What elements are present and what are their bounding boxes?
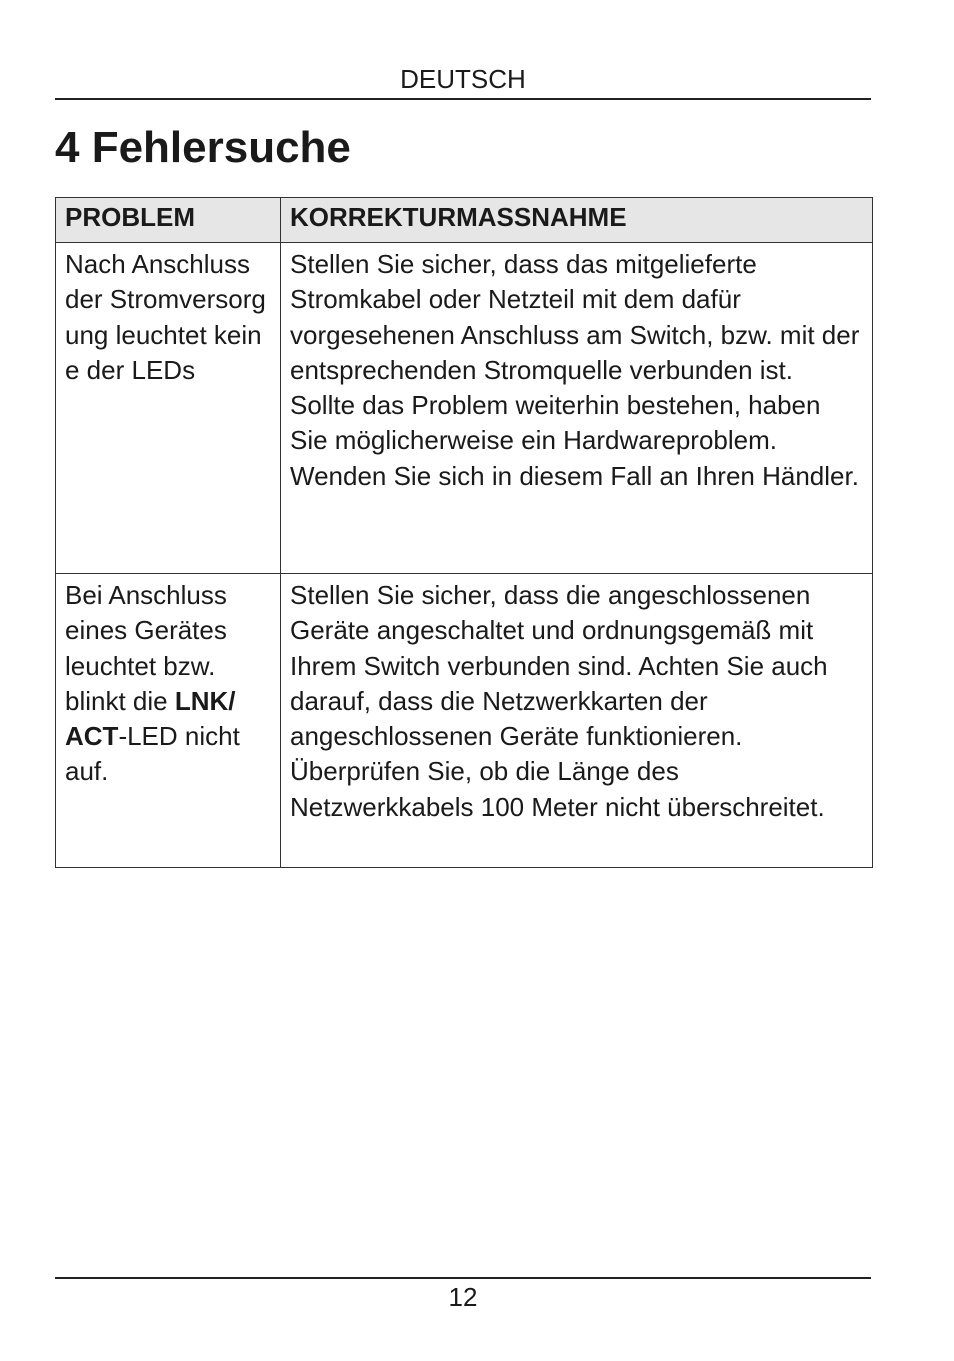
column-header-solution: KORREKTURMASSNAHME — [281, 198, 873, 243]
table-header-row — [56, 198, 873, 243]
solution-cell: Stellen Sie sicher, dass das mitgelieferte Stromkabel oder Netzteil mit dem dafür vorgesehenen Anschluss am Switch, bzw. mit der entsprechenden Stromquelle verbunden ist. Sollte das Problem weiterhin bestehen, haben Sie möglicherweise ein Hardwareproblem. Wenden Sie sich in diesem Fall an Ihren Händler. — [281, 243, 873, 574]
led-label: LNK/ ACT — [65, 685, 236, 752]
footer-rule — [55, 1277, 871, 1279]
column-header-problem: PROBLEM — [56, 198, 281, 243]
problem-cell — [56, 574, 281, 868]
page-title: 4 Fehlersuche — [55, 123, 351, 172]
problem-text-end: -LED nicht auf. — [65, 721, 240, 787]
header-rule — [55, 98, 871, 100]
running-header: DEUTSCH — [400, 64, 526, 94]
problem-text: Bei Anschluss eines Gerätes leuchtet bzw. blinkt die — [65, 580, 227, 716]
table-row — [56, 574, 873, 868]
troubleshooting-table — [55, 197, 873, 868]
page-number: 12 — [448, 1282, 478, 1312]
solution-cell: Stellen Sie sicher, dass die angeschlossenen Geräte angeschaltet und ordnungsgemäß mit Ihrem Switch verbunden sind. Achten Sie auch darauf, dass die Netzwerkkarten der angeschlossenen Geräte funktionieren. Überprüfen Sie, ob die Länge des Netzwerkkabels 100 Meter nicht überschreitet. — [281, 574, 873, 868]
table-row — [56, 243, 873, 574]
problem-cell: Nach Anschluss der Stromversorgung leuchtet keine der LEDs — [56, 243, 281, 574]
